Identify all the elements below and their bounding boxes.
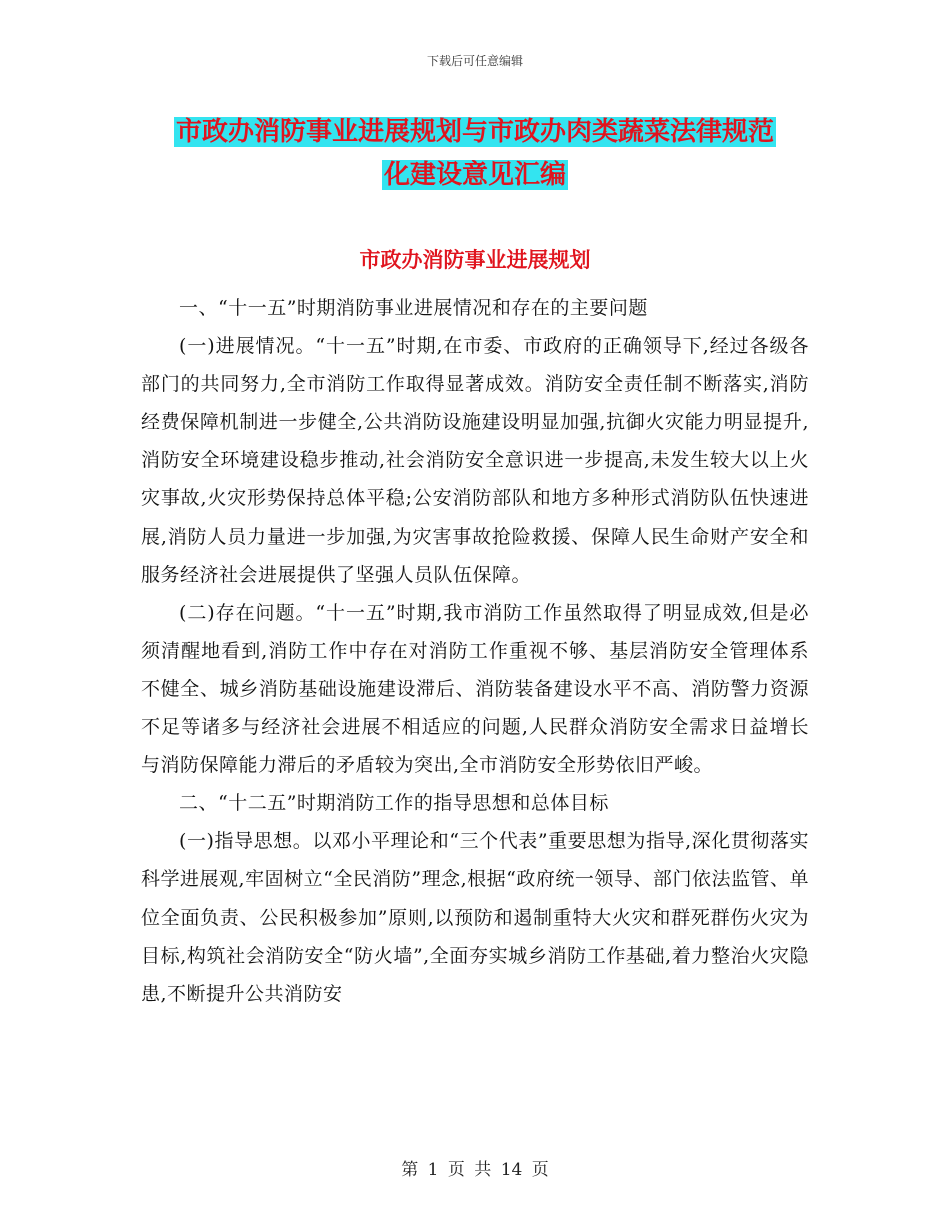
document-title-line-2 [0, 155, 950, 195]
heading-paragraph-1: 一、“十一五”时期消防事业进展情况和存在的主要问题 [179, 297, 648, 319]
section-title: 市政办消防事业进展规划 [359, 247, 591, 272]
body-paragraph-problems: (二)存在问题。“十一五”时期,我市消防工作虽然取得了明显成效,但是必须清醒地看到,消防工作中存在对消防工作重视不够、基层消防安全管理体系不健全、城乡消防基础设施建设滞后、消防装备建设水平不高、消防警力资源不足等诸多与经济社会进展不相适应的问题,人民群众消防安全需求日益增长与消防保障能力滞后的矛盾较为突出,全市消防安全形势依旧严峻。 [141, 601, 809, 777]
body-paragraph-progress: (一)进展情况。“十一五”时期,在市委、市政府的正确领导下,经过各级各部门的共同努力,全市消防工作取得显著成效。消防安全责任制不断落实,消防经费保障机制进一步健全,公共消防设施建设明显加强,抗御火灾能力明显提升,消防安全环境建设稳步推动,社会消防安全意识进一步提高,未发生较大以上火灾事故,火灾形势保持总体平稳;公安消防部队和地方多种形式消防队伍快速进展,消防人员力量进一步加强,为灾害事故抢险救援、保障人民生命财产安全和服务经济社会进展提供了坚强人员队伍保障。 [141, 335, 809, 586]
page-number-footer: 第 1 页 共 14 页 [401, 1160, 549, 1180]
document-title-line-2-text: 化建设意见汇编 [383, 160, 566, 190]
body-paragraph-guiding-thought: (一)指导思想。以邓小平理论和“三个代表”重要思想为指导,深化贯彻落实科学进展观,牢固树立“全民消防”理念,根据“政府统一领导、部门依法监管、单位全面负责、公民积极参加”原则,以预防和遏制重特大火灾和群死群伤火灾为目标,构筑社会消防安全“防火墙”,全面夯实城乡消防工作基础,着力整治火灾隐患,不断提升公共消防安 [141, 830, 809, 1005]
heading-paragraph-2: 二、“十二五”时期消防工作的指导思想和总体目标 [179, 792, 609, 815]
document-title-line-1 [0, 112, 950, 152]
document-body [141, 289, 809, 1013]
header-note: 下载后可任意编辑 [426, 54, 523, 68]
document-title-line-1-text: 市政办消防事业进展规划与市政办肉类蔬菜法律规范 [175, 117, 774, 147]
